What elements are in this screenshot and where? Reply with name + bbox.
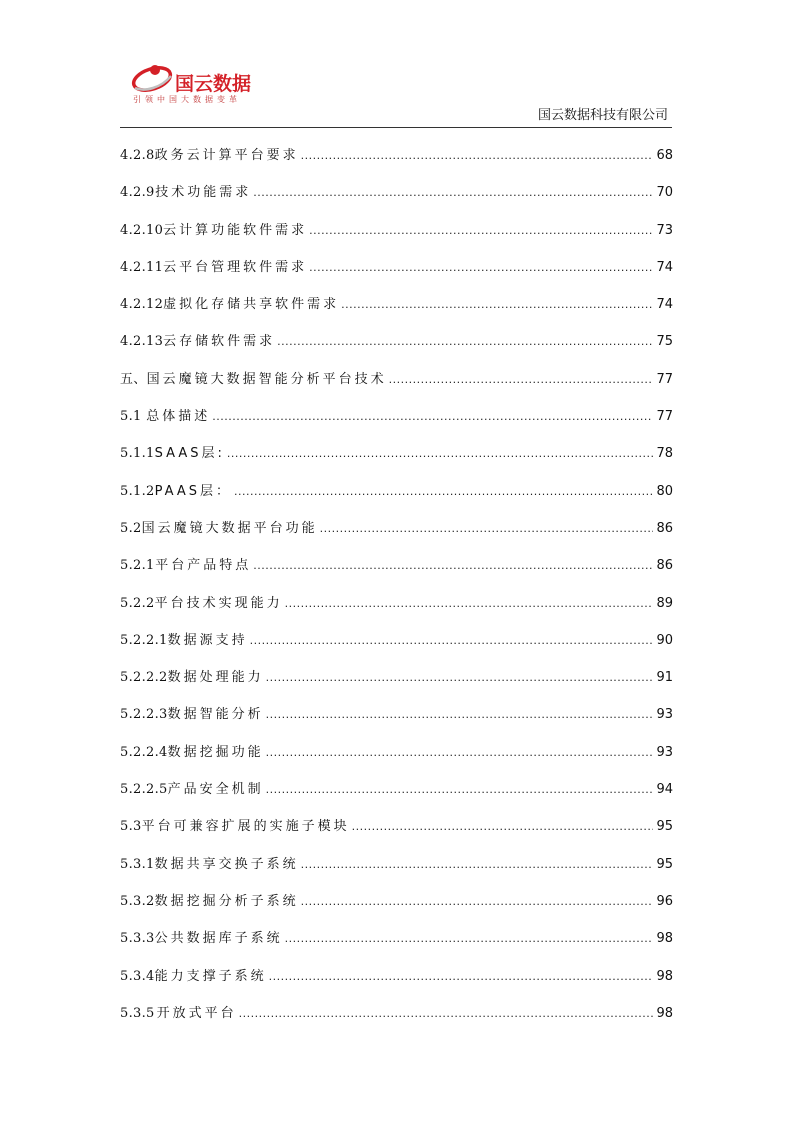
toc-entry-page: 74 <box>656 297 673 313</box>
toc-entry-title: 开放式平台 <box>156 1005 237 1021</box>
toc-entry-number: 5.1 <box>120 409 142 425</box>
header-divider <box>120 127 672 128</box>
logo-name: 国云数据 <box>175 73 252 95</box>
toc-leader-dots <box>266 659 654 696</box>
toc-entry-title: 总体描述 <box>146 409 211 425</box>
toc-entry[interactable] <box>120 286 673 323</box>
logo-slogan: 引领中国大数据变革 <box>133 95 241 104</box>
toc-entry-page: 95 <box>656 856 673 872</box>
toc-entry-page: 90 <box>656 632 673 648</box>
toc-entry-page: 73 <box>656 222 673 238</box>
toc-entry-number: 5.2.2.1 <box>120 632 168 648</box>
toc-entry-page: 77 <box>656 371 673 387</box>
toc-entry-title: 政务云计算平台要求 <box>154 148 299 163</box>
toc-entry-number: 5.2.2.4 <box>120 744 168 760</box>
toc-entry-page: 94 <box>656 782 673 798</box>
toc-entry[interactable] <box>120 958 673 995</box>
toc-entry-title: 数据挖掘功能 <box>167 744 264 760</box>
toc-leader-dots <box>285 920 654 957</box>
toc-leader-dots <box>269 958 654 995</box>
toc-entry-page: 93 <box>656 744 673 760</box>
toc-leader-dots <box>227 435 654 472</box>
toc-leader-dots <box>253 174 653 211</box>
toc-entry[interactable] <box>120 510 673 547</box>
toc-entry-title: 技术功能需求 <box>155 185 252 201</box>
toc-leader-dots <box>266 734 654 771</box>
toc-entry-number: 4.2.8 <box>120 148 155 163</box>
toc-leader-dots <box>301 883 654 920</box>
toc-entry-title: 数据处理能力 <box>167 670 264 686</box>
toc-entry-page: 75 <box>656 334 673 350</box>
toc-entry-page: 89 <box>656 595 673 611</box>
toc-leader-dots <box>253 547 653 584</box>
toc-entry-title: 数据共享交换子系统 <box>154 856 299 872</box>
toc-leader-dots <box>234 473 653 510</box>
toc-entry-number: 5.1.2 <box>120 483 155 499</box>
toc-entry[interactable] <box>120 771 673 808</box>
toc-entry[interactable] <box>120 920 673 957</box>
toc-entry[interactable] <box>120 808 673 845</box>
toc-leader-dots <box>309 249 653 286</box>
toc-entry-number: 5.2 <box>120 520 142 536</box>
toc-entry-number: 4.2.12 <box>120 297 164 313</box>
toc-entry-page: 74 <box>656 259 673 275</box>
toc-leader-dots <box>309 212 653 249</box>
toc-entry-number: 5.2.2 <box>120 595 155 611</box>
toc-leader-dots <box>341 286 653 323</box>
toc-entry-title: 国云魔镜大数据平台功能 <box>141 520 318 536</box>
toc-entry-number: 5.2.2.2 <box>120 670 168 686</box>
table-of-contents <box>120 137 673 1032</box>
toc-entry[interactable] <box>120 212 673 249</box>
toc-entry-page: 98 <box>656 931 673 947</box>
toc-entry-page: 70 <box>656 185 673 201</box>
toc-entry-number: 5.3.2 <box>120 893 155 909</box>
toc-leader-dots <box>389 361 654 398</box>
toc-entry-number: 5.3.4 <box>120 968 155 984</box>
toc-entry[interactable] <box>120 846 673 883</box>
toc-entry-title: SAAS层: <box>154 446 225 462</box>
toc-entry[interactable] <box>120 622 673 659</box>
toc-entry[interactable] <box>120 473 673 510</box>
toc-entry-title: 产品安全机制 <box>167 782 264 798</box>
toc-entry[interactable] <box>120 883 673 920</box>
toc-entry-number: 5.2.1 <box>120 558 155 574</box>
toc-entry-title: 能力支撑子系统 <box>154 968 267 984</box>
toc-entry-title: 虚拟化存储共享软件需求 <box>163 297 340 313</box>
toc-leader-dots <box>301 846 654 883</box>
toc-leader-dots <box>277 323 653 360</box>
toc-entry[interactable] <box>120 435 673 472</box>
toc-entry-number: 5.3.5 <box>120 1005 155 1021</box>
toc-entry-number: 4.2.13 <box>120 334 164 350</box>
page-header <box>0 0 793 130</box>
toc-entry[interactable] <box>120 696 673 733</box>
toc-entry-number: 5.3.1 <box>120 856 155 872</box>
toc-entry[interactable] <box>120 174 673 211</box>
toc-entry-number: 五、 <box>120 371 147 387</box>
toc-entry-title: 云存储软件需求 <box>163 334 276 350</box>
toc-entry-page: 91 <box>656 670 673 686</box>
toc-entry-number: 5.3 <box>120 819 142 835</box>
toc-leader-dots <box>301 137 654 174</box>
toc-entry-page: 86 <box>656 520 673 536</box>
company-name: 国云数据科技有限公司 <box>537 108 668 123</box>
toc-entry-page: 78 <box>656 446 673 462</box>
toc-entry[interactable] <box>120 361 673 398</box>
toc-entry-title: 公共数据库子系统 <box>154 931 283 947</box>
toc-entry-title: 平台产品特点 <box>155 558 252 574</box>
toc-entry[interactable] <box>120 547 673 584</box>
toc-entry[interactable] <box>120 137 673 174</box>
toc-leader-dots <box>266 771 654 808</box>
company-logo <box>131 60 281 106</box>
toc-entry-page: 93 <box>656 707 673 723</box>
toc-entry-page: 96 <box>656 893 673 909</box>
toc-entry-title: 数据挖掘分析子系统 <box>154 893 299 909</box>
toc-entry-title: 国云魔镜大数据智能分析平台技术 <box>146 371 387 387</box>
toc-entry-number: 5.1.1 <box>120 446 155 462</box>
logo-swoosh-icon <box>131 62 173 94</box>
toc-leader-dots <box>250 622 654 659</box>
toc-entry[interactable] <box>120 323 673 360</box>
toc-entry-page: 77 <box>656 409 673 425</box>
toc-entry[interactable] <box>120 995 673 1032</box>
toc-leader-dots <box>285 585 654 622</box>
toc-entry-title: 平台技术实现能力 <box>154 595 283 611</box>
toc-leader-dots <box>320 510 654 547</box>
toc-leader-dots <box>352 808 654 845</box>
toc-entry-title: 云平台管理软件需求 <box>163 259 308 275</box>
toc-leader-dots <box>212 398 653 435</box>
toc-entry-title: 数据智能分析 <box>167 707 264 723</box>
toc-entry-number: 4.2.9 <box>120 185 155 201</box>
toc-entry-number: 4.2.10 <box>120 222 164 238</box>
toc-entry[interactable] <box>120 734 673 771</box>
toc-entry-page: 68 <box>656 148 673 163</box>
toc-entry-page: 86 <box>656 558 673 574</box>
toc-entry-title: 平台可兼容扩展的实施子模块 <box>141 819 350 835</box>
toc-entry-page: 98 <box>656 1005 673 1021</box>
toc-leader-dots <box>266 696 654 733</box>
toc-leader-dots <box>239 995 654 1032</box>
toc-entry[interactable] <box>120 249 673 286</box>
toc-entry[interactable] <box>120 659 673 696</box>
toc-entry-number: 5.3.3 <box>120 931 155 947</box>
toc-entry-title: 云计算功能软件需求 <box>163 222 308 238</box>
toc-entry[interactable] <box>120 585 673 622</box>
toc-entry-page: 98 <box>656 968 673 984</box>
toc-entry-title: PAAS层： <box>154 483 232 499</box>
toc-entry[interactable] <box>120 398 673 435</box>
toc-entry-title: 数据源支持 <box>167 632 248 648</box>
toc-entry-page: 95 <box>656 819 673 835</box>
toc-entry-number: 5.2.2.5 <box>120 782 168 798</box>
toc-entry-page: 80 <box>656 483 673 499</box>
toc-entry-number: 5.2.2.3 <box>120 707 168 723</box>
toc-entry-number: 4.2.11 <box>120 259 164 275</box>
